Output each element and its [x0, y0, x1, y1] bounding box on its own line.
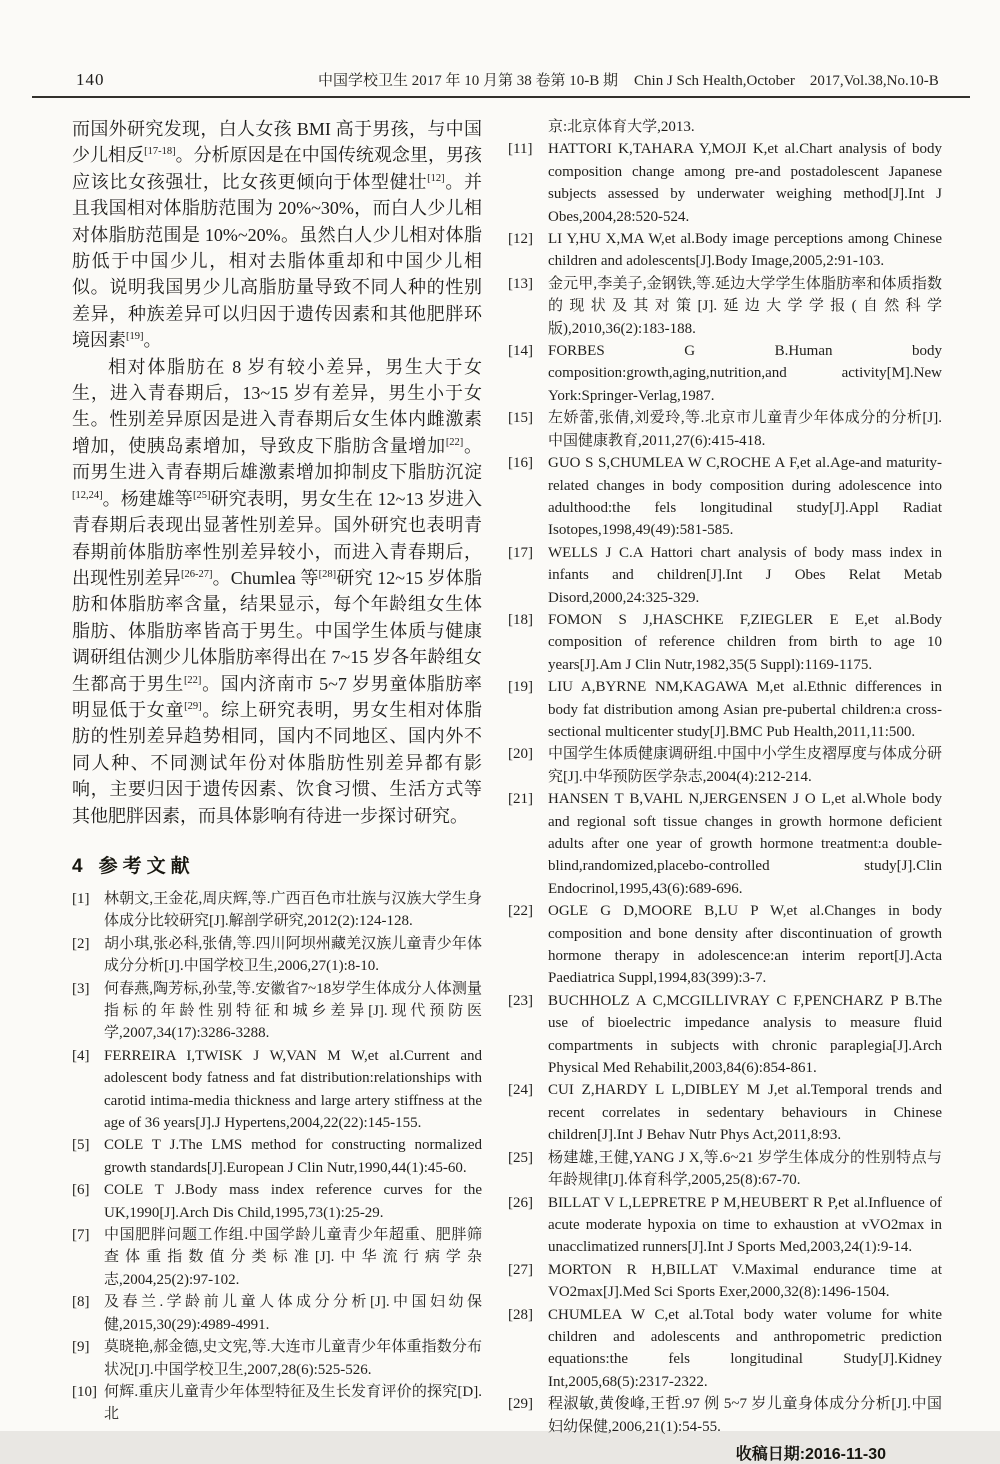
reference-text: 中国肥胖问题工作组.中国学龄儿童青少年超重、肥胖筛查体重指数值分类标准[J].中华流行病学杂志,2004,25(2):97-102. — [104, 1227, 482, 1288]
reference-text: GUO S S,CHUMLEA W C,ROCHE A F,et al.Age-and maturity-related changes in body composition during adolescence into adulthood:the fels longitudinal study[J].Appl Radiat Isotopes,1998,49(49):581-585. — [548, 455, 942, 539]
reference-item — [508, 228, 942, 273]
reference-item — [508, 1304, 942, 1394]
citation-superscript: [22] — [183, 674, 202, 686]
reference-text: COLE T J.The LMS method for constructing normalized growth standards[J].European J Clin Nutr,1990,44(1):45-60. — [104, 1137, 482, 1176]
reference-text: 京:北京体育大学,2013. — [548, 119, 695, 135]
reference-item — [72, 933, 482, 978]
reference-item — [508, 1259, 942, 1304]
reference-number: [7] — [72, 1227, 90, 1244]
citation-superscript: [17-18] — [144, 146, 176, 158]
reference-text: FOMON S J,HASCHKE F,ZIEGLER E E,et al.Body composition of reference children from birth to age 10 years[J].Am J Clin Nutr,1982,35(5 Suppl):1169-1175. — [548, 611, 942, 673]
reference-item — [508, 452, 942, 542]
reference-text: 杨建雄,王健,YANG J X,等.6~21 岁学生体成分的性别特点与年龄规律[J].体育科学,2005,25(8):67-70. — [548, 1149, 942, 1189]
reference-number: [4] — [72, 1047, 90, 1064]
paragraph: 而国外研究发现，白人女孩 BMI 高于男孩，与中国少儿相反[17-18]。分析原因是在中国传统观念里，男孩应该比女孩强壮，比女孩更倾向于体型健壮[12]。并且我国相对体脂肪范围为 20%~30%，而白人少儿相对体脂肪范围是 10%~20%。虽然白人少儿相对体脂肪低于中国少儿，相对去脂体重却和中国少儿相似。说明我国男少儿高脂肪量导致不同人种的性别差异，种族差异可以归因于遗传因素和其他肥胖环境因素[19]。 — [72, 119, 483, 351]
reference-item — [508, 609, 942, 676]
citation-superscript: [28] — [318, 568, 337, 580]
reference-number: [14] — [508, 343, 533, 360]
reference-text: CHUMLEA W C,et al.Total body water volume for white children and adolescents and anthropometric prediction equations:the fels longitudinal Study[J].Kidney Int,2005,68(5):2317-2322. — [548, 1306, 942, 1390]
reference-item — [508, 542, 942, 609]
reference-number: [19] — [508, 679, 533, 696]
reference-text: COLE T J.Body mass index reference curves for the UK,1990[J].Arch Dis Child,1995,73(1):25-29. — [104, 1182, 482, 1221]
received-date: 收稿日期:2016-11-30 — [735, 1445, 886, 1463]
reference-text: LI Y,HU X,MA W,et al.Body image perceptions among Chinese children and adolescents[J].Body Image,2005,2:91-103. — [548, 231, 942, 270]
references-heading — [72, 851, 482, 878]
reference-number: [16] — [508, 455, 533, 472]
reference-number: [24] — [508, 1082, 533, 1099]
journal-masthead — [318, 69, 939, 90]
reference-text: OGLE G D,MOORE B,LU P W,et al.Changes in body composition and bone density after discontinuation of growth hormone therapy in adolescence:an interim report[J].Acta Paediatrica Suppl,1994,83(399):3-7. — [548, 903, 942, 987]
reference-number: [5] — [72, 1137, 90, 1154]
citation-superscript: [22] — [445, 436, 464, 448]
reference-text: 莫晓艳,郝金德,史文宪,等.大连市儿童青少年体重指数分布状况[J].中国学校卫生,2007,28(6):525-526. — [104, 1339, 482, 1378]
reference-text: CUI Z,HARDY L L,DIBLEY M J,et al.Temporal trends and recent correlates in sedentary behaviours in Chinese children[J].Int J Behav Nutr Phys Act,2011,8:93. — [548, 1082, 942, 1144]
reference-list-right — [508, 138, 942, 1438]
reference-number: [18] — [508, 611, 533, 628]
reference-item — [72, 888, 482, 933]
reference-item — [72, 1381, 482, 1426]
reference-text: 程淑敏,黄俊峰,王哲.97 例 5~7 岁儿童身体成分分析[J].中国妇幼保健,2006,21(1):54-55. — [548, 1396, 942, 1435]
reference-item — [72, 1179, 482, 1224]
reference-text: 林朝文,王金花,周庆辉,等.广西百色市壮族与汉族大学生身体成分比较研究[J].解剖学研究,2012(2):124-128. — [104, 890, 482, 930]
reference-text: 及春兰.学龄前儿童人体成分分析[J].中国妇幼保健,2015,30(29):4989-4991. — [104, 1294, 482, 1333]
page-number: 140 — [76, 70, 105, 89]
references-heading-number: 4 — [72, 855, 83, 877]
reference-number: [11] — [508, 141, 533, 158]
reference-item — [72, 1291, 482, 1336]
paragraph: 相对体脂肪在 8 岁有较小差异，男生大于女生，进入青春期后，13~15 岁有差异，男生小于女生。性别差异原因是进入青春期后女生体内雌激素增加，使胰岛素增加，导致皮下脂肪含量增加[22]。而男生进入青春期后雄激素增加抑制皮下脂肪沉淀[12,24]。杨建雄等[25]研究表明，男女生在 12~13 岁进入青春期后表现出显著性别差异。国外研究也表明青春期前体脂肪率性别差异较小，而进入青春期后，出现性别差异[26-27]。Chumlea 等[28]研究 12~15 岁体脂肪和体脂肪率含量，结果显示，每个年龄组女生体脂肪、体脂肪率皆高于男生。中国学生体质与健康调研组估测少儿体脂肪率得出在 7~15 岁各年龄组女生都高于男生[22]。国内济南市 5~7 岁男童体脂肪率明显低于女童[29]。综上研究表明，男女生相对体脂肪的性别差异趋势相同，国内不同地区、国内外不同人种、不同测试年份对体脂肪性别差异都有影响，主要归因于遗传因素、饮食习惯、生活方式等其他肥胖因素，而具体影响有待进一步探讨研究。 — [72, 356, 483, 826]
reference-text: 中国学生体质健康调研组.中国中小学生皮褶厚度与体成分研究[J].中华预防医学杂志,2004(4):212-214. — [548, 746, 942, 785]
citation-superscript: [26-27] — [180, 568, 213, 580]
reference-number: [29] — [508, 1396, 533, 1413]
reference-item — [508, 900, 942, 990]
reference-item — [72, 1224, 482, 1291]
reference-item — [508, 407, 942, 452]
reference-text: MORTON R H,BILLAT V.Maximal endurance time at VO2max[J].Med Sci Sports Exer,2000,32(8):1496-1504. — [548, 1261, 942, 1301]
reference-item — [72, 1045, 482, 1135]
reference-text: FERREIRA I,TWISK J W,VAN M W,et al.Current and adolescent body fatness and fat distribution:relationships with carotid intima-media thickness and large artery stiffness at the age of 36 years[J].J Hypertens,2004,22(22):145-155. — [104, 1047, 482, 1132]
reference-number — [508, 116, 548, 138]
reference-number: [26] — [508, 1194, 533, 1211]
references-heading-title: 参考文献 — [98, 855, 195, 877]
citation-superscript: [29] — [184, 700, 202, 712]
citation-superscript: [12,24] — [72, 489, 103, 501]
reference-text: 何辉.重庆儿童青少年体型特征及生长发育评价的探究[D].北 — [104, 1383, 482, 1423]
reference-text: 胡小琪,张必科,张倩,等.四川阿坝州藏羌汉族儿童青少年体成分分析[J].中国学校卫生,2006,27(1):8-10. — [104, 935, 482, 975]
citation-superscript: [25] — [192, 489, 211, 501]
reference-number: [17] — [508, 544, 533, 561]
reference-number: [8] — [72, 1294, 90, 1311]
citation-superscript: [19] — [126, 331, 144, 343]
right-column — [508, 116, 942, 1464]
reference-text: 何春燕,陶芳标,孙莹,等.安徽省7~18岁学生体成分人体测量指标的年龄性别特征和城乡差异[J].现代预防医学,2007,34(17):3286-3288. — [104, 980, 482, 1042]
reference-item — [72, 1134, 482, 1179]
reference-text: LIU A,BYRNE NM,KAGAWA M,et al.Ethnic differences in body fat distribution among Asian pre-pubertal children:a cross-sectional multicenter study[J].BMC Pub Health,2011,11:500. — [548, 679, 942, 740]
reference-number: [12] — [508, 231, 533, 248]
reference-number: [1] — [72, 890, 90, 907]
reference-item — [508, 676, 942, 743]
reference-number: [13] — [508, 275, 533, 292]
reference-item — [72, 978, 482, 1045]
reference-text: BILLAT V L,LEPRETRE P M,HEUBERT R P,et al.Influence of acute moderate hypoxia on time to exhaustion at vVO2max in unacclimatized runners[J].Int J Sports Med,2003,24(1):9-14. — [548, 1194, 942, 1256]
reference-item — [508, 1192, 942, 1259]
reference-item — [508, 1393, 942, 1438]
left-column — [72, 116, 482, 1426]
reference-item — [508, 138, 942, 228]
reference-number: [2] — [72, 935, 90, 952]
journal-title-cn: 中国学校卫生 2017 年 10 月第 38 卷第 10-B 期 — [318, 73, 619, 89]
reference-text: HANSEN T B,VAHL N,JERGENSEN J O L,et al.Whole body and regional soft tissue changes in growth hormone deficient adults after one year of growth hormone treatment:a double-blind,randomized,placebo-controlled study[J].Clin Endocrinol,1995,43(6):689-696. — [548, 791, 942, 897]
reference-number: [15] — [508, 410, 533, 427]
reference-number: [20] — [508, 746, 533, 763]
reference-number: [9] — [72, 1339, 90, 1356]
body-paragraphs — [72, 116, 482, 829]
reference-number: [23] — [508, 992, 533, 1009]
reference-item — [508, 788, 942, 900]
reference-number: [27] — [508, 1261, 533, 1278]
reference-number: [25] — [508, 1149, 533, 1166]
reference-item — [72, 1336, 482, 1381]
reference-text: 左娇蕾,张倩,刘爱玲,等.北京市儿童青少年体成分的分析[J].中国健康教育,2011,27(6):415-418. — [548, 410, 942, 449]
reference-number: [28] — [508, 1306, 533, 1323]
reference-text: HATTORI K,TAHARA Y,MOJI K,et al.Chart analysis of body composition change among pre-and postadolescent Japanese subjects assessed by underwater weighing method[J].Int J Obes,2004,28:520-524. — [548, 141, 942, 225]
reference-number: [10] — [72, 1383, 97, 1400]
page-header — [32, 58, 970, 98]
reference-list-left — [72, 888, 482, 1426]
reference-text: BUCHHOLZ A C,MCGILLIVRAY C F,PENCHARZ P B.The use of bioelectric impedance analysis to measure fluid compartments in subjects with chronic paraplegia[J].Arch Physical Med Rehabilit,2003,84(6):854-861. — [548, 992, 942, 1077]
reference-text: WELLS J C.A Hattori chart analysis of body mass index in infants and children[J].Int J Obes Relat Metab Disord,2000,24:325-329. — [548, 544, 942, 606]
reference-item — [508, 1079, 942, 1146]
reference-number: [3] — [72, 980, 90, 997]
reference-continuation — [508, 116, 942, 138]
reference-item — [508, 1147, 942, 1192]
reference-item — [508, 743, 942, 788]
reference-item — [508, 340, 942, 407]
journal-title-en: Chin J Sch Health,October 2017,Vol.38,No.10-B — [634, 73, 939, 89]
reference-number: [6] — [72, 1182, 90, 1199]
reference-item — [508, 273, 942, 340]
reference-item — [508, 990, 942, 1080]
reference-number: [21] — [508, 791, 533, 808]
citation-superscript: [12] — [427, 172, 445, 184]
reference-number: [22] — [508, 903, 533, 920]
reference-text: FORBES G B.Human body composition:growth,aging,nutrition,and activity[M].New York:Springer-Verlag,1987. — [548, 343, 942, 404]
reference-text: 金元甲,李美子,金钢铁,等.延边大学学生体脂肪率和体质指数的现状及其对策[J].延边大学学报(自然科学版),2010,36(2):183-188. — [548, 275, 942, 337]
